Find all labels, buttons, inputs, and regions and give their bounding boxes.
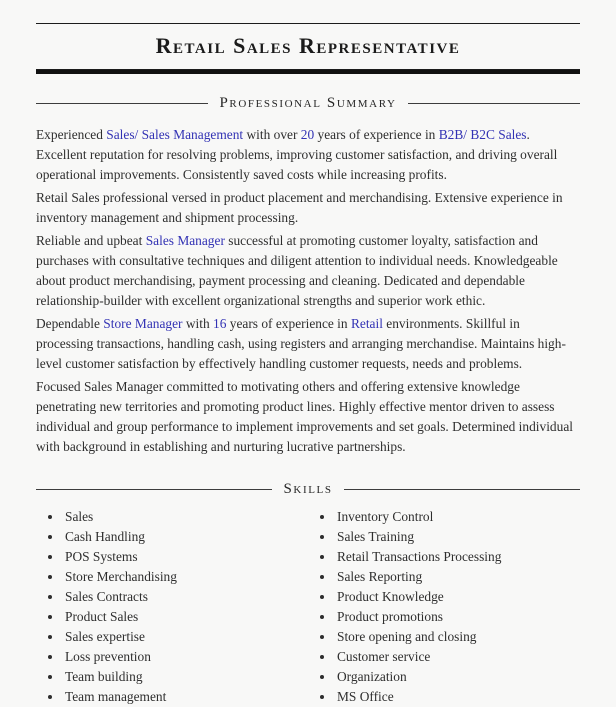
inline-link[interactable]: Store Manager xyxy=(103,316,183,331)
text-segment: successful at promoting customer loyalty, satisfaction and purchases with consultative techniques and diligent attention to individual needs. Knowledgeable about product merchandising, payment processing and cleaning. Dedicated and dependable relationship-builder with excellent organizational strengths and superior work ethic. xyxy=(36,233,558,308)
header-line-left xyxy=(36,103,208,104)
text-segment: Dependable xyxy=(36,316,104,331)
skill-item: • Retail Transactions Processing xyxy=(335,547,580,567)
skill-item: • Product promotions xyxy=(335,607,580,627)
skill-item: • Loss prevention xyxy=(63,647,308,667)
skill-item: • Inventory Control xyxy=(335,507,580,527)
skill-item: • POS Systems xyxy=(63,547,308,567)
text-segment: Focused Sales Manager committed to motivating others and offering extensive knowledge penetrating new territories and promoting product lines. Highly effective mentor driven to assess individual and group performance to implement improvements and set goals. Determined individual with background in establishing and nurturing lucrative partnerships. xyxy=(36,379,573,454)
skill-item: • Store Merchandising xyxy=(63,567,308,587)
skill-item: • MS Office xyxy=(335,687,580,707)
inline-link[interactable]: Sales/ Sales Management xyxy=(106,127,244,142)
summary-paragraph xyxy=(36,314,580,374)
text-segment: Experienced xyxy=(36,127,107,142)
skill-item: • Sales Training xyxy=(335,527,580,547)
skill-item: • Sales expertise xyxy=(63,627,308,647)
inline-link[interactable]: Retail xyxy=(350,316,383,331)
text-segment: Reliable and upbeat xyxy=(36,233,146,248)
skill-item: • Team building xyxy=(63,667,308,687)
text-segment: with xyxy=(182,316,214,331)
summary-paragraph xyxy=(36,231,580,311)
top-rule xyxy=(36,23,580,24)
inline-link[interactable]: 20 xyxy=(300,127,315,142)
inline-link[interactable]: B2B/ B2C Sales xyxy=(438,127,527,142)
skill-item: • Product Knowledge xyxy=(335,587,580,607)
text-segment: years of experience in xyxy=(314,127,439,142)
header-line-right xyxy=(408,103,580,104)
skill-item: • Cash Handling xyxy=(63,527,308,547)
text-segment: years of experience in xyxy=(226,316,351,331)
inline-link[interactable]: 16 xyxy=(213,316,227,331)
skill-item: • Sales xyxy=(63,507,308,527)
summary-paragraphs xyxy=(36,125,580,457)
summary-heading: Professional Summary xyxy=(219,95,397,111)
skills-column-1 xyxy=(36,507,308,707)
text-segment: environments. Skillful in processing transactions, handling cash, using registers and arranging merchandise. Maintains high-level customer satisfaction by effectively handling customer requests, needs and problems. xyxy=(36,316,566,371)
title-divider xyxy=(36,69,580,74)
skill-item: • Sales Contracts xyxy=(63,587,308,607)
summary-paragraph xyxy=(36,377,580,457)
page-title: Retail Sales Representative xyxy=(155,33,461,58)
header-line-right xyxy=(344,489,580,490)
summary-paragraph xyxy=(36,125,580,185)
summary-paragraph xyxy=(36,188,580,228)
skill-item: • Product Sales xyxy=(63,607,308,627)
skills-section-header xyxy=(36,481,580,498)
skill-item: • Sales Reporting xyxy=(335,567,580,587)
skills-column-2 xyxy=(308,507,580,707)
summary-section-header xyxy=(36,95,580,112)
skills-heading: Skills xyxy=(283,481,333,497)
skill-item: • Organization xyxy=(335,667,580,687)
skill-item: • Store opening and closing xyxy=(335,627,580,647)
skills-list xyxy=(36,507,580,707)
text-segment: . Excellent reputation for resolving problems, improving customer satisfaction, and driving overall operational improvements. Consistently saved costs while increasing profits. xyxy=(36,127,558,182)
text-segment: with over xyxy=(243,127,301,142)
inline-link[interactable]: Sales Manager xyxy=(145,233,225,248)
text-segment: Retail Sales professional versed in product placement and merchandising. Extensive experience in inventory management and shipment processing. xyxy=(36,190,563,225)
header-line-left xyxy=(36,489,272,490)
skill-item: • Team management xyxy=(63,687,308,707)
skill-item: • Customer service xyxy=(335,647,580,667)
